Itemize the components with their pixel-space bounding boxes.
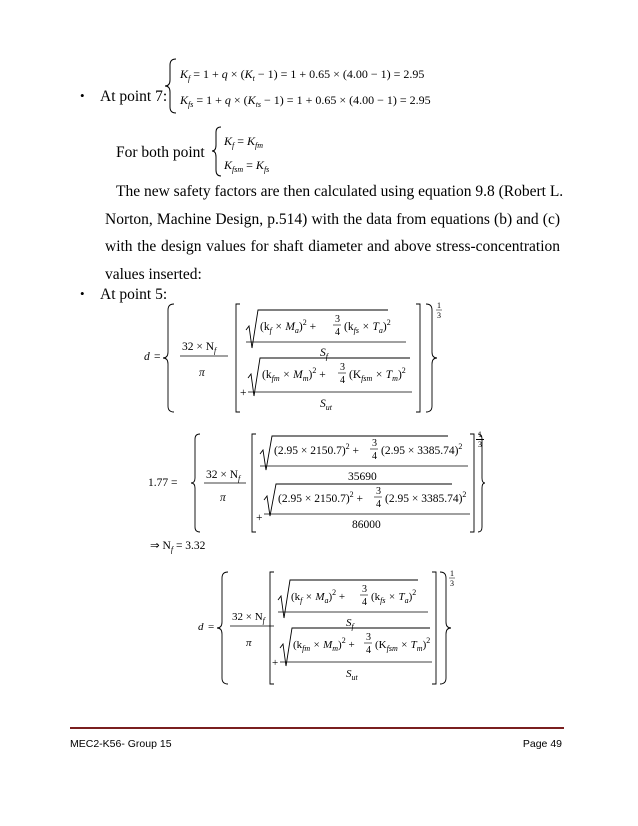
left-brace	[212, 127, 221, 176]
svg-text:+: +	[256, 512, 263, 524]
svg-text:Sf: $S_f$	[320, 347, 328, 361]
svg-text:(kfs × Ta)2: $(k_{fs} \times T_a)^2$	[344, 318, 391, 335]
svg-text:86000: 86000	[352, 519, 381, 531]
svg-text:4: 4	[362, 597, 367, 608]
svg-text:(kfm × Mm)2 +: $(k_{fm} \times M_m)^2$ +	[293, 636, 355, 653]
footer-left: MEC2-K56- Group 15	[70, 738, 172, 750]
for-both-label: For both point	[116, 144, 205, 161]
numeric-exponent: 1 3	[478, 430, 482, 449]
svg-text:d: d	[144, 351, 150, 363]
svg-text:Sut: $S_{ut}$	[320, 398, 332, 412]
bullet-1: •	[80, 88, 85, 103]
svg-text:Sut: $S_{ut}$	[346, 668, 358, 682]
svg-text:1: 1	[450, 569, 454, 578]
svg-text:d: d	[198, 621, 204, 633]
svg-text:3: 3	[366, 632, 371, 643]
svg-text:32 × Nf: $32 \times N_f$	[182, 341, 217, 355]
svg-text:4: 4	[340, 375, 345, 386]
svg-text:3: 3	[437, 311, 441, 320]
both-eq-2: $K_{fsm} = K_{fs}$	[224, 158, 270, 174]
svg-text:π: π	[199, 367, 205, 379]
paragraph-line-2: Norton, Machine Design, p.514) with the data from equations (b) and (c)	[105, 210, 560, 228]
page-number: Page 49	[522, 738, 562, 750]
svg-text:(2.95 × 3385.74)2: $(2.95 \times 3385.74)^2$	[381, 442, 463, 457]
svg-text:4: 4	[335, 327, 340, 338]
svg-text:(kfs × Ta)2: $(k_{fs} \times T_a)^2$	[371, 588, 417, 605]
svg-text:3: 3	[340, 362, 345, 373]
svg-text:(2.95 × 3385.74)2: $(2.95 \times 3385.74)^2$	[385, 490, 467, 505]
svg-text:(2.95 × 2150.7)2 +: $(2.95 \times 2150.7)^2$ +	[274, 442, 360, 457]
both-eq-1: $K_f = K_{fm}$	[224, 134, 264, 150]
paragraph-line-1: The new safety factors are then calculated using equation 9.8 (Robert L.	[116, 183, 564, 200]
svg-text:(Kfsm × Tm)2: $(K_{fsm} \times T_m)^2$	[375, 636, 431, 653]
svg-text:3: 3	[376, 486, 381, 497]
svg-text:4: 4	[376, 499, 381, 510]
svg-text:1.77 =: 1.77 =	[148, 477, 178, 489]
svg-text:1: 1	[437, 301, 441, 310]
svg-text:(kfm × Mm)2 +: $(k_{fm} \times M_m)^2$ +	[262, 366, 326, 383]
svg-text:4: 4	[372, 451, 377, 462]
footer-divider	[70, 727, 564, 729]
svg-text:π: π	[220, 492, 226, 504]
point-7-eq-2: $K_{fs} = 1 + q \times (K_{ts} - 1) = 1 + 0.65 \times (4.00 - 1) = 2.95$	[180, 93, 431, 109]
svg-text:35690: 35690	[348, 471, 377, 483]
svg-text:(kf × Ma)2 +: $(k_f \times M_a)^2$ +	[260, 318, 317, 335]
svg-text:(Kfsm × Tm)2: $(K_{fsm} \times T_m)^2$	[349, 366, 406, 383]
svg-text:=: =	[208, 621, 215, 633]
point-7-equations	[158, 56, 578, 116]
svg-text:(2.95 × 2150.7)2 +: $(2.95 \times 2150.7)^2$ +	[278, 490, 364, 505]
point-5-label: At point 5:	[100, 286, 168, 303]
point-7-eq-1: $K_f = 1 + q \times (K_t - 1) = 1 + 0.65 \times (4.00 - 1) = 2.95$	[180, 67, 425, 83]
left-brace	[165, 59, 176, 113]
svg-text:+: +	[272, 657, 279, 669]
diameter-formula-symbolic	[140, 296, 460, 426]
svg-text:3: 3	[450, 579, 454, 588]
svg-text:π: π	[246, 637, 252, 649]
svg-text:=: =	[154, 351, 161, 363]
svg-text:4: 4	[366, 645, 371, 656]
svg-text:32 × Nf: $32 \times N_f$	[232, 611, 265, 625]
svg-text:⇒ Nf = 3.32: ⇒ $N_f = 3.32$	[150, 540, 206, 554]
both-point-equations	[210, 124, 330, 180]
svg-text:Sf: $S_f$	[346, 617, 354, 631]
diameter-formula-symbolic-repeat	[196, 566, 466, 694]
bullet-2: •	[80, 286, 85, 301]
svg-text:32 × Nf: $32 \times N_f$	[206, 469, 241, 483]
paragraph-line-3: with the design values for shaft diameter and above stress-concentration	[105, 238, 560, 255]
svg-text:3: 3	[335, 314, 340, 325]
svg-text:(kf × Ma)2 +: $(k_f \times M_a)^2$ +	[291, 588, 346, 605]
svg-text:3: 3	[372, 438, 377, 449]
diameter-formula-numeric	[148, 428, 488, 540]
point-7-label: At point 7:	[100, 88, 168, 105]
paragraph-line-4: values inserted:	[105, 265, 202, 283]
svg-text:3: 3	[362, 584, 367, 595]
result-nf	[150, 536, 270, 556]
explanation-paragraph	[105, 178, 564, 288]
svg-text:+: +	[240, 387, 247, 399]
